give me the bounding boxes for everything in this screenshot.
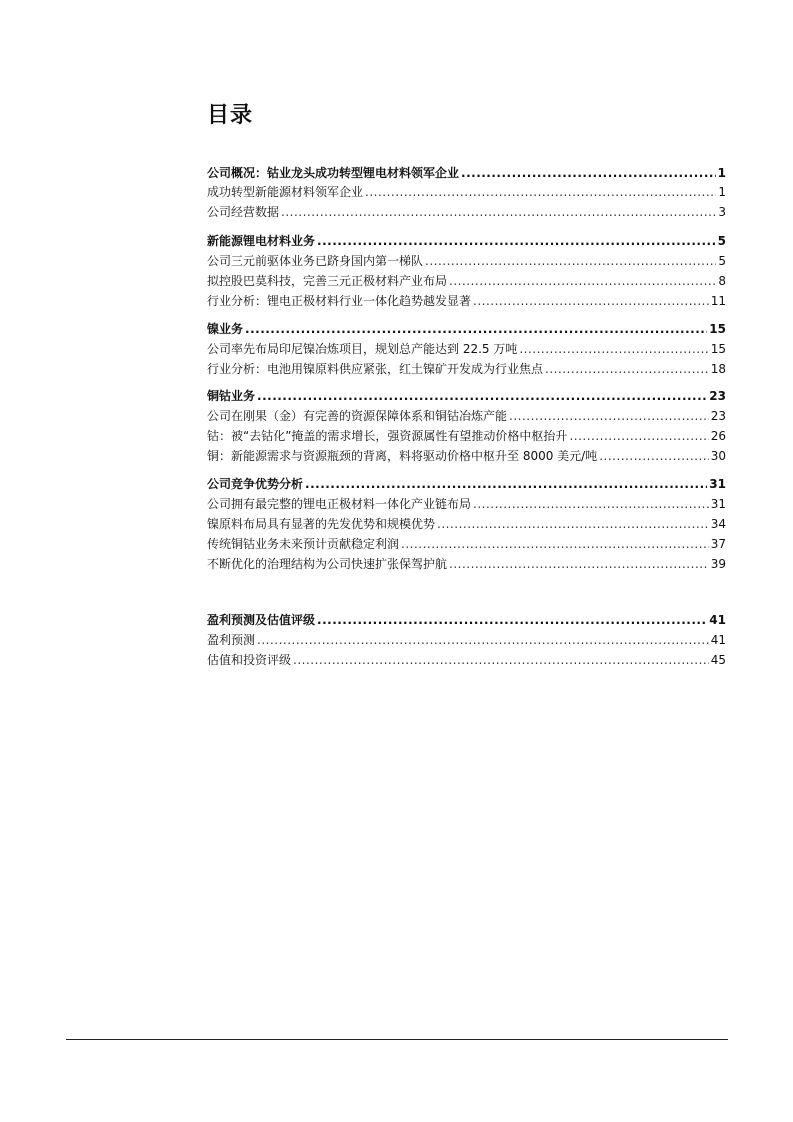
toc-entry-page: 5 [717,234,726,248]
dot-leader [509,407,709,425]
toc-entry-label: 新能源锂电材料业务 [207,234,316,248]
toc-entry-label: 不断优化的治理结构为公司快速扩张保驾护航 [207,557,448,571]
toc-entry-page: 41 [710,633,726,647]
dot-leader [461,164,716,182]
toc-entry[interactable] [207,555,726,573]
toc-entry-label: 拟控股巴莫科技，完善三元正极材料产业布局 [207,274,448,288]
toc-entry-page: 26 [710,429,726,443]
toc-entry-page: 31 [710,497,726,511]
page-title: 目录 [207,103,254,128]
toc-entry-label: 公司竞争优势分析 [207,477,304,491]
toc-entry-page: 37 [710,537,726,551]
toc-entry-label: 行业分析：电池用镍原料供应紧张，红土镍矿开发成为行业焦点 [207,362,544,376]
toc-entry[interactable] [207,164,726,182]
toc-entry-label: 公司经营数据 [207,205,280,219]
toc-entry-label: 公司概况：钴业龙头成功转型锂电材料领军企业 [207,166,460,180]
toc-entry-label: 传统铜钴业务未来预计贡献稳定利润 [207,537,400,551]
toc-entry[interactable] [207,535,726,553]
toc-entry-label: 盈利预测 [207,633,256,647]
toc-entry-page: 23 [710,409,726,423]
toc-entry-label: 铜钴业务 [207,389,256,403]
dot-leader [425,252,716,270]
toc-entry-page: 11 [710,294,726,308]
toc-entry[interactable] [207,651,726,669]
toc-entry[interactable] [207,631,726,649]
dot-leader [545,360,709,378]
dot-leader [449,555,709,573]
toc-entry-page: 23 [709,389,726,403]
toc-entry[interactable] [207,252,726,270]
toc-entry[interactable] [207,360,726,378]
toc-entry[interactable] [207,495,726,513]
toc-entry[interactable] [207,272,726,290]
toc-entry[interactable] [207,232,726,250]
dot-leader [317,611,707,629]
dot-leader [437,515,709,533]
toc-entry-label: 镍业务 [207,322,244,336]
toc-entry-label: 行业分析：锂电正极材料行业一体化趋势越发显著 [207,294,472,308]
dot-leader [599,447,709,465]
toc-entry-page: 5 [718,254,726,268]
toc-entry-label: 公司三元前驱体业务已跻身国内第一梯队 [207,254,424,268]
dot-leader [281,203,716,221]
toc-entry-label: 公司拥有最完整的锂电正极材料一体化产业链布局 [207,497,472,511]
toc-entry[interactable] [207,515,726,533]
toc-entry[interactable] [207,611,726,629]
dot-leader [293,651,709,669]
toc-entry-label: 估值和投资评级 [207,653,292,667]
dot-leader [519,340,708,358]
toc-entry-label: 盈利预测及估值评级 [207,613,316,627]
toc-entry-page: 41 [709,613,726,627]
toc-entry-page: 45 [710,653,726,667]
toc-entry-label: 成功转型新能源材料领军企业 [207,185,364,199]
dot-leader [401,535,709,553]
dot-leader [257,387,707,405]
toc-entry-page: 31 [709,477,726,491]
toc-entry-page: 1 [717,166,726,180]
toc-entry[interactable] [207,292,726,310]
toc-entry[interactable] [207,183,726,201]
toc-entry[interactable] [207,203,726,221]
toc-entry-page: 8 [718,274,726,288]
toc-entry-label: 公司率先布局印尼镍冶炼项目，规划总产能达到 22.5 万吨 [207,342,518,356]
toc-entry[interactable] [207,340,726,358]
toc-entry-page: 15 [710,342,726,356]
toc-entry-page: 18 [710,362,726,376]
toc-entry-page: 1 [718,185,726,199]
toc-entry-page: 39 [710,557,726,571]
dot-leader [473,495,709,513]
toc-entry[interactable] [207,427,726,445]
toc-entry-page: 3 [718,205,726,219]
toc-entry-label: 公司在刚果（金）有完善的资源保障体系和铜钴冶炼产能 [207,409,508,423]
toc-entry[interactable] [207,447,726,465]
toc-entry[interactable] [207,407,726,425]
toc-entry-label: 钴：被“去钴化”掩盖的需求增长，强资源属性有望推动价格中枢抬升 [207,429,568,443]
dot-leader [317,232,716,250]
toc-entry[interactable] [207,320,726,338]
dot-leader [245,320,707,338]
toc-entry[interactable] [207,387,726,405]
toc-entry-label: 铜：新能源需求与资源瓶颈的背离，料将驱动价格中枢升至 8000 美元/吨 [207,449,598,463]
dot-leader [569,427,708,445]
toc-entry-page: 34 [710,517,726,531]
footer-divider [66,1039,728,1040]
dot-leader [473,292,709,310]
toc-entry-label: 镍原料布局具有显著的先发优势和规模优势 [207,517,436,531]
dot-leader [305,475,707,493]
toc-entry-page: 15 [709,322,726,336]
toc-entry-page: 30 [710,449,726,463]
dot-leader [257,631,709,649]
dot-leader [449,272,716,290]
dot-leader [365,183,716,201]
toc-entry[interactable] [207,475,726,493]
